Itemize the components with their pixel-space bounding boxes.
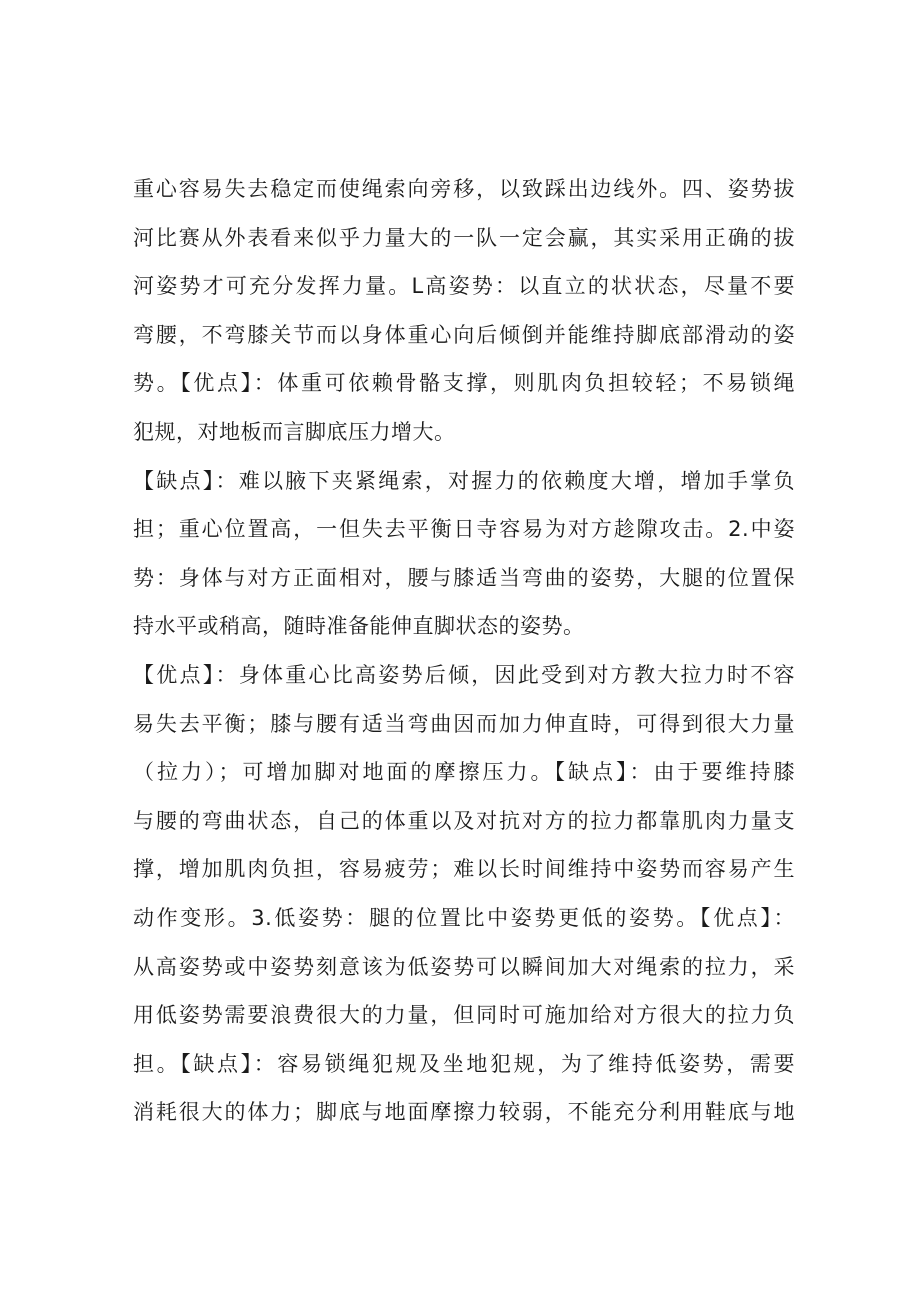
text-line: 从高姿势或中姿势刻意该为低姿势可以瞬间加大对绳索的拉力，采 (133, 954, 795, 979)
text-line: 与腰的弯曲状态，自己的体重以及对抗对方的拉力都靠肌肉力量支 (133, 808, 795, 833)
text-line: 犯规，对地板而言脚底压力增大。 (133, 419, 456, 444)
text-line: 【优点】：身体重心比高姿势后倾，因此受到对方教大拉力时不容 (133, 662, 795, 687)
text-line: 河姿势才可充分发挥力量。L高姿势：以直立的状状态，尽量不要 (133, 274, 795, 299)
text-line: 担；重心位置高，一但失去平衡日寺容易为对方趁隙攻击。2.中姿 (133, 517, 795, 542)
text-line: 撑，增加肌肉负担，容易疲劳；难以长时间维持中姿势而容易产生 (133, 857, 795, 882)
text-line: 弯腰，不弯膝关节而以身体重心向后倾倒并能维持脚底部滑动的姿 (133, 322, 795, 347)
text-line: （拉力）；可增加脚对地面的摩擦压力。【缺点】：由于要维持膝 (133, 760, 795, 785)
text-line: 用低姿势需要浪费很大的力量，但同时可施加给对方很大的拉力负 (133, 1003, 795, 1028)
text-line: 持水平或稍高，随時准备能伸直脚状态的姿势。 (133, 614, 585, 639)
text-line: 【缺点】：难以腋下夹紧绳索，对握力的依赖度大增，增加手掌负 (133, 468, 795, 493)
text-line: 重心容易失去稳定而使绳索向旁移，以致踩出边线外。四、姿势拔 (133, 177, 795, 201)
text-line: 担。【缺点】：容易锁绳犯规及坐地犯规，为了维持低姿势，需要 (133, 1051, 795, 1076)
text-line: 河比赛从外表看来似乎力量大的一队一定会赢，其实采用正确的拔 (133, 225, 795, 250)
body-text (133, 165, 795, 1137)
text-line: 消耗很大的体力；脚底与地面摩擦力较弱，不能充分利用鞋底与地 (133, 1100, 795, 1125)
text-line: 势。【优点】：体重可依赖骨骼支撑，则肌肉负担较轻；不易锁绳 (133, 371, 795, 396)
text-line: 动作变形。3.低姿势：腿的位置比中姿势更低的姿势。【优点】： (133, 905, 795, 930)
text-line: 势：身体与对方正面相对，腰与膝适当弯曲的姿势，大腿的位置保 (133, 565, 795, 590)
text-line: 易失去平衡；膝与腰有适当弯曲因而加力伸直時，可得到很大力量 (133, 711, 795, 736)
